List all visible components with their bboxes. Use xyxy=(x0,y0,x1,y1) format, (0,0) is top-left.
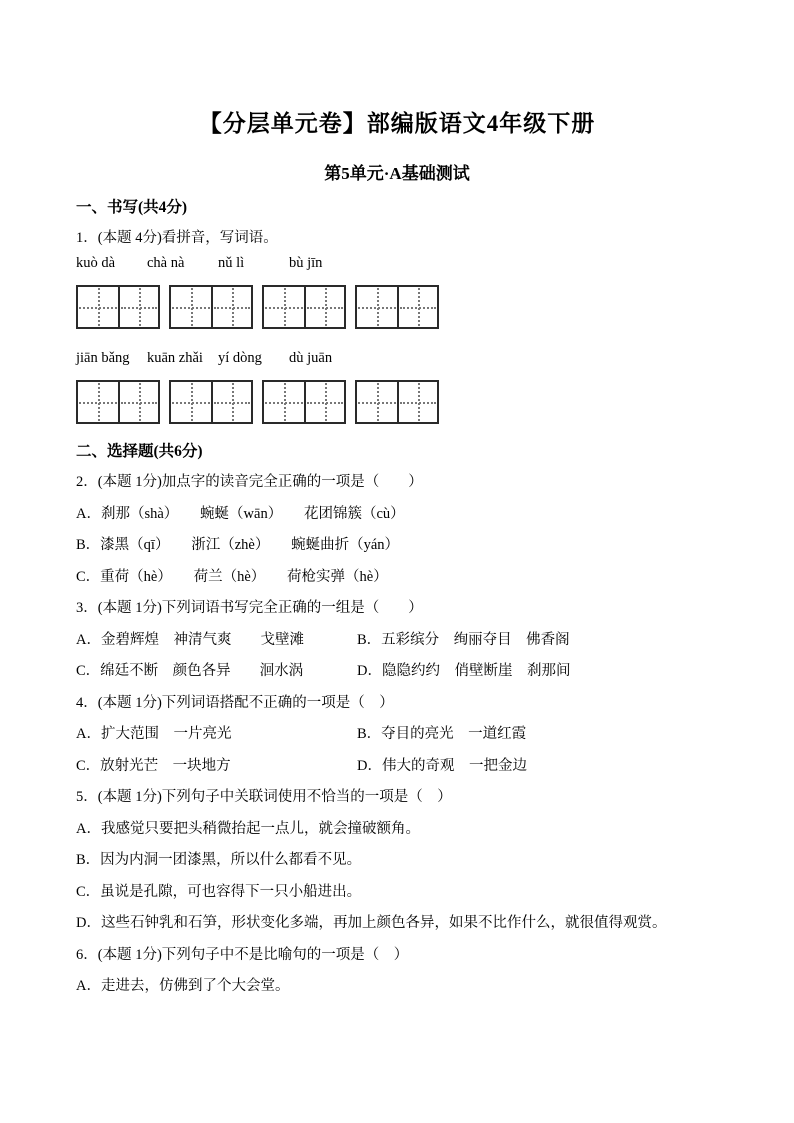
page-title: 【分层单元卷】部编版语文4年级下册 xyxy=(198,111,596,136)
q6-option-a: A．走进去，仿佛到了个大会堂。 xyxy=(76,978,290,994)
q3-option-a: A．金碧辉煌 神清气爽 戈壁滩 xyxy=(76,631,304,648)
pinyin-label: bù jīn xyxy=(289,255,323,271)
writing-grid-cell xyxy=(397,287,437,327)
section-writing-heading: 一、书写(共4分) xyxy=(76,199,188,216)
pinyin-label: chà nà xyxy=(147,255,185,271)
q2-option-c: C．重荷（hè） 荷兰（hè） 荷枪实弹（hè） xyxy=(76,568,388,585)
writing-grid-box xyxy=(262,380,346,424)
writing-grid-cell xyxy=(211,287,251,327)
page-subtitle: 第5单元·A基础测试 xyxy=(324,164,470,183)
q2-stem: 2．(本题 1分)加点字的读音完全正确的一项是（ ） xyxy=(76,474,423,490)
q1-stem: 1．(本题 4分)看拼音，写词语。 xyxy=(76,230,278,246)
q3-option-d: D．隐隐约约 俏壁断崖 刹那间 xyxy=(357,663,571,679)
q4-option-a: A．扩大范围 一片亮光 xyxy=(76,726,232,742)
writing-grid-cell xyxy=(264,382,304,422)
q5-option-a: A．我感觉只要把头稍微抬起一点儿，就会撞破额角。 xyxy=(76,820,420,837)
writing-grid-box xyxy=(262,285,346,329)
writing-grid-cell xyxy=(304,287,344,327)
q1-pinyin-row-2 xyxy=(76,348,766,368)
writing-grid-cell xyxy=(171,382,211,422)
writing-grid-cell xyxy=(78,382,118,422)
section-choice-heading: 二、选择题(共6分) xyxy=(76,443,203,460)
q2-option-a: A．刹那（shà） 蜿蜒（wān） 花团锦簇（cù） xyxy=(76,505,405,522)
writing-grid-cell xyxy=(78,287,118,327)
q3-option-b: B．五彩缤分 绚丽夺目 佛香阁 xyxy=(357,631,570,648)
q4-option-c: C．放射光芒 一块地方 xyxy=(76,757,231,774)
q3-options-row-2 xyxy=(76,656,766,688)
writing-grid-box xyxy=(76,380,160,424)
writing-grid-cell xyxy=(357,287,397,327)
q5-option-b: B．因为内洞一团漆黑，所以什么都看不见。 xyxy=(76,852,362,868)
q5-option-d: D．这些石钟乳和石笋，形状变化多端，再加上颜色各异，如果不比作什么，就很值得观赏。 xyxy=(76,915,667,931)
q3-stem: 3．(本题 1分)下列词语书写完全正确的一组是（ ） xyxy=(76,600,423,616)
writing-grid-box xyxy=(355,285,439,329)
writing-grid-cell xyxy=(304,382,344,422)
writing-grid-box xyxy=(169,285,253,329)
q6-stem: 6．(本题 1分)下列句子中不是比喻句的一项是（ ） xyxy=(76,946,409,963)
writing-grid-cell xyxy=(118,287,158,327)
choice-questions xyxy=(76,467,766,1003)
q5-option-c: C．虽说是孔隙，可也容得下一只小船进出。 xyxy=(76,883,362,900)
pinyin-label: jiān bǎng xyxy=(76,350,130,366)
q2-option-b: B．漆黑（qī） 浙江（zhè） 蜿蜒曲折（yán） xyxy=(76,537,400,553)
q3-option-c: C．绵廷不断 颜色各异 洄水涡 xyxy=(76,663,304,679)
pinyin-label: yí dòng xyxy=(218,350,262,366)
q1-writing-grid-row-1 xyxy=(76,285,766,329)
q1-pinyin-row-1 xyxy=(76,253,766,273)
writing-grid-box xyxy=(355,380,439,424)
writing-grid-cell xyxy=(118,382,158,422)
writing-grid-cell xyxy=(357,382,397,422)
q3-options-row-1 xyxy=(76,625,766,657)
paper-content xyxy=(76,198,766,1003)
pinyin-label: kuān zhǎi xyxy=(147,350,203,366)
q4-options-row-2 xyxy=(76,751,766,783)
q4-stem: 4．(本题 1分)下列词语搭配不正确的一项是（ ） xyxy=(76,694,394,711)
pinyin-label: dù juān xyxy=(289,350,333,366)
pinyin-label: kuò dà xyxy=(76,255,116,271)
writing-grid-cell xyxy=(264,287,304,327)
pinyin-label: nǔ lì xyxy=(218,255,245,271)
q4-options-row-1 xyxy=(76,719,766,751)
q1-writing-grid-row-2 xyxy=(76,380,766,424)
q4-option-b: B．夺目的亮光 一道红霞 xyxy=(357,726,527,742)
q4-option-d: D．伟大的奇观 一把金边 xyxy=(357,757,527,774)
q5-stem: 5．(本题 1分)下列句子中关联词使用不恰当的一项是（ ） xyxy=(76,789,452,805)
writing-grid-cell xyxy=(211,382,251,422)
writing-grid-cell xyxy=(397,382,437,422)
writing-grid-box xyxy=(169,380,253,424)
writing-grid-box xyxy=(76,285,160,329)
writing-grid-cell xyxy=(171,287,211,327)
